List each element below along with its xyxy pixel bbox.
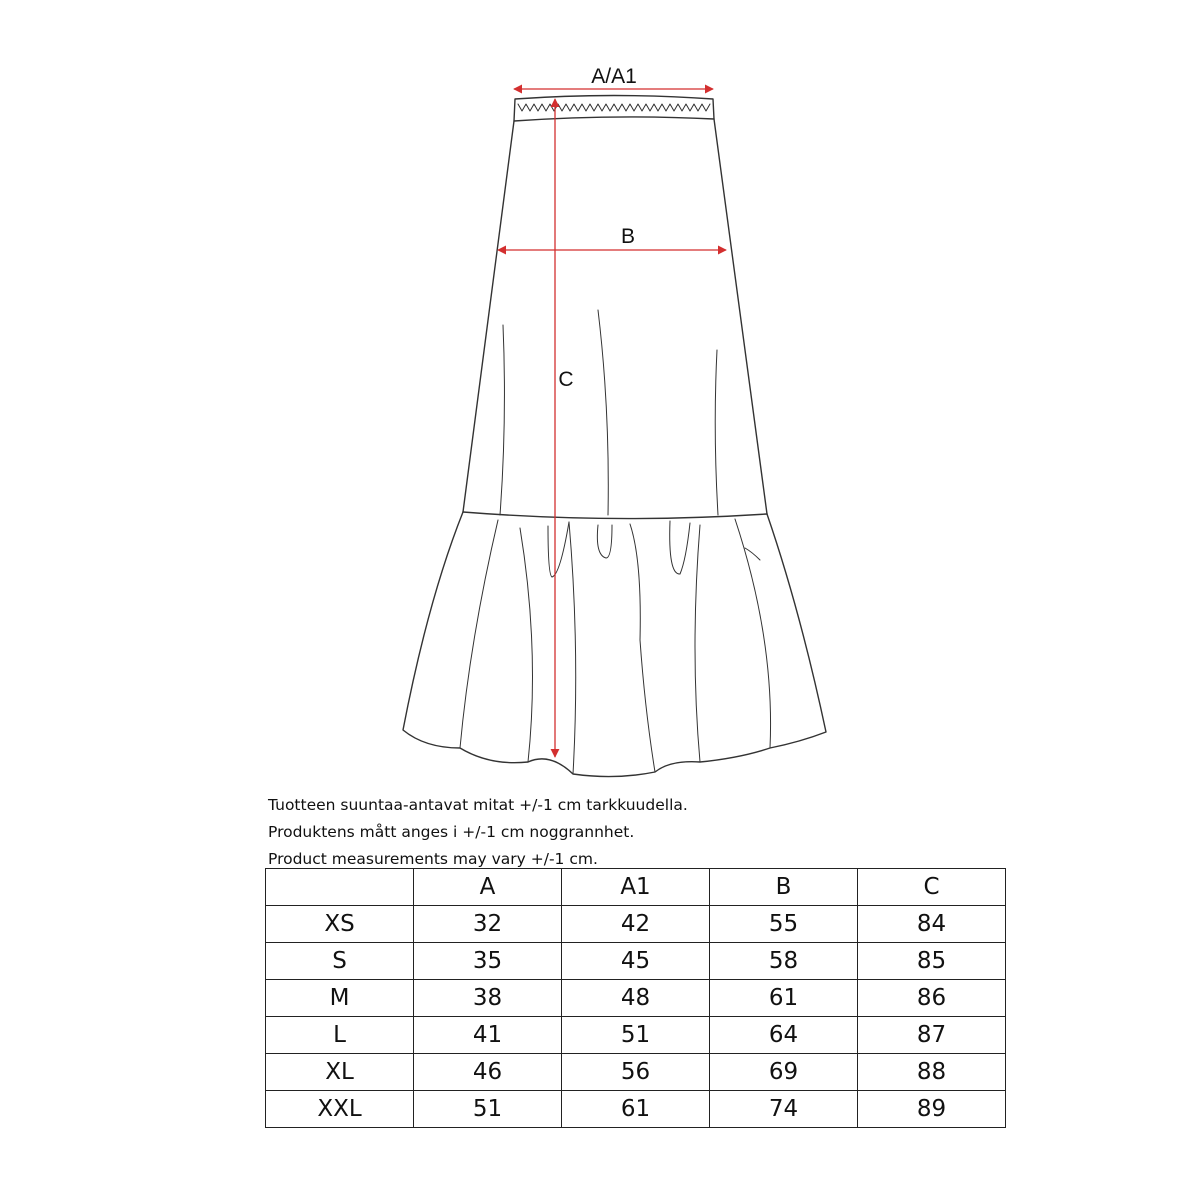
value-cell: 46 [414, 1054, 562, 1091]
value-cell: 48 [562, 980, 710, 1017]
header-cell: C [858, 869, 1006, 906]
value-cell: 69 [710, 1054, 858, 1091]
note-english: Product measurements may vary +/-1 cm. [268, 850, 598, 868]
flounce-fold [630, 524, 655, 772]
flounce-fold [569, 522, 576, 774]
value-cell: 87 [858, 1017, 1006, 1054]
value-cell: 89 [858, 1091, 1006, 1128]
value-cell: 41 [414, 1017, 562, 1054]
value-cell: 56 [562, 1054, 710, 1091]
size-cell: L [266, 1017, 414, 1054]
value-cell: 64 [710, 1017, 858, 1054]
value-cell: 61 [710, 980, 858, 1017]
note-finnish: Tuotteen suuntaa-antavat mitat +/-1 cm tarkkuudella. [268, 796, 688, 814]
skirt-left-side [463, 121, 514, 512]
value-cell: 45 [562, 943, 710, 980]
value-cell: 51 [562, 1017, 710, 1054]
table-row [266, 943, 1006, 980]
table-row [266, 1054, 1006, 1091]
label-waist: A/A1 [591, 65, 637, 88]
size-cell: XL [266, 1054, 414, 1091]
header-cell: A1 [562, 869, 710, 906]
size-cell: XS [266, 906, 414, 943]
value-cell: 84 [858, 906, 1006, 943]
value-cell: 51 [414, 1091, 562, 1128]
body-fold [598, 310, 608, 515]
table-row [266, 980, 1006, 1017]
value-cell: 88 [858, 1054, 1006, 1091]
flounce-fold [695, 525, 700, 762]
value-cell: 55 [710, 906, 858, 943]
value-cell: 86 [858, 980, 1006, 1017]
measurement-notes [268, 792, 688, 873]
flounce-fold [670, 521, 690, 574]
skirt-right-side [714, 119, 767, 514]
size-table [265, 868, 1006, 1128]
label-length: C [558, 368, 574, 391]
label-hip: B [620, 225, 636, 248]
header-cell [266, 869, 414, 906]
table-row [266, 1017, 1006, 1054]
note-swedish: Produktens mått anges i +/-1 cm noggrannhet. [268, 823, 635, 841]
flounce-fold [597, 525, 612, 558]
body-fold [715, 350, 718, 515]
skirt-seam [463, 512, 767, 519]
size-cell: XXL [266, 1091, 414, 1128]
flounce-outline [403, 512, 826, 777]
table-row [266, 906, 1006, 943]
value-cell: 85 [858, 943, 1006, 980]
value-cell: 32 [414, 906, 562, 943]
flounce-fold [520, 528, 533, 762]
value-cell: 38 [414, 980, 562, 1017]
header-cell: A [414, 869, 562, 906]
flounce-fold [548, 522, 569, 577]
size-cell: S [266, 943, 414, 980]
value-cell: 42 [562, 906, 710, 943]
size-cell: M [266, 980, 414, 1017]
table-row [266, 1091, 1006, 1128]
header-cell: B [710, 869, 858, 906]
body-fold [500, 325, 504, 515]
waistband-stitching [518, 104, 710, 111]
size-table-header [266, 869, 1006, 906]
value-cell: 35 [414, 943, 562, 980]
value-cell: 58 [710, 943, 858, 980]
value-cell: 74 [710, 1091, 858, 1128]
skirt-outline [403, 96, 826, 777]
value-cell: 61 [562, 1091, 710, 1128]
flounce-fold [460, 520, 498, 748]
